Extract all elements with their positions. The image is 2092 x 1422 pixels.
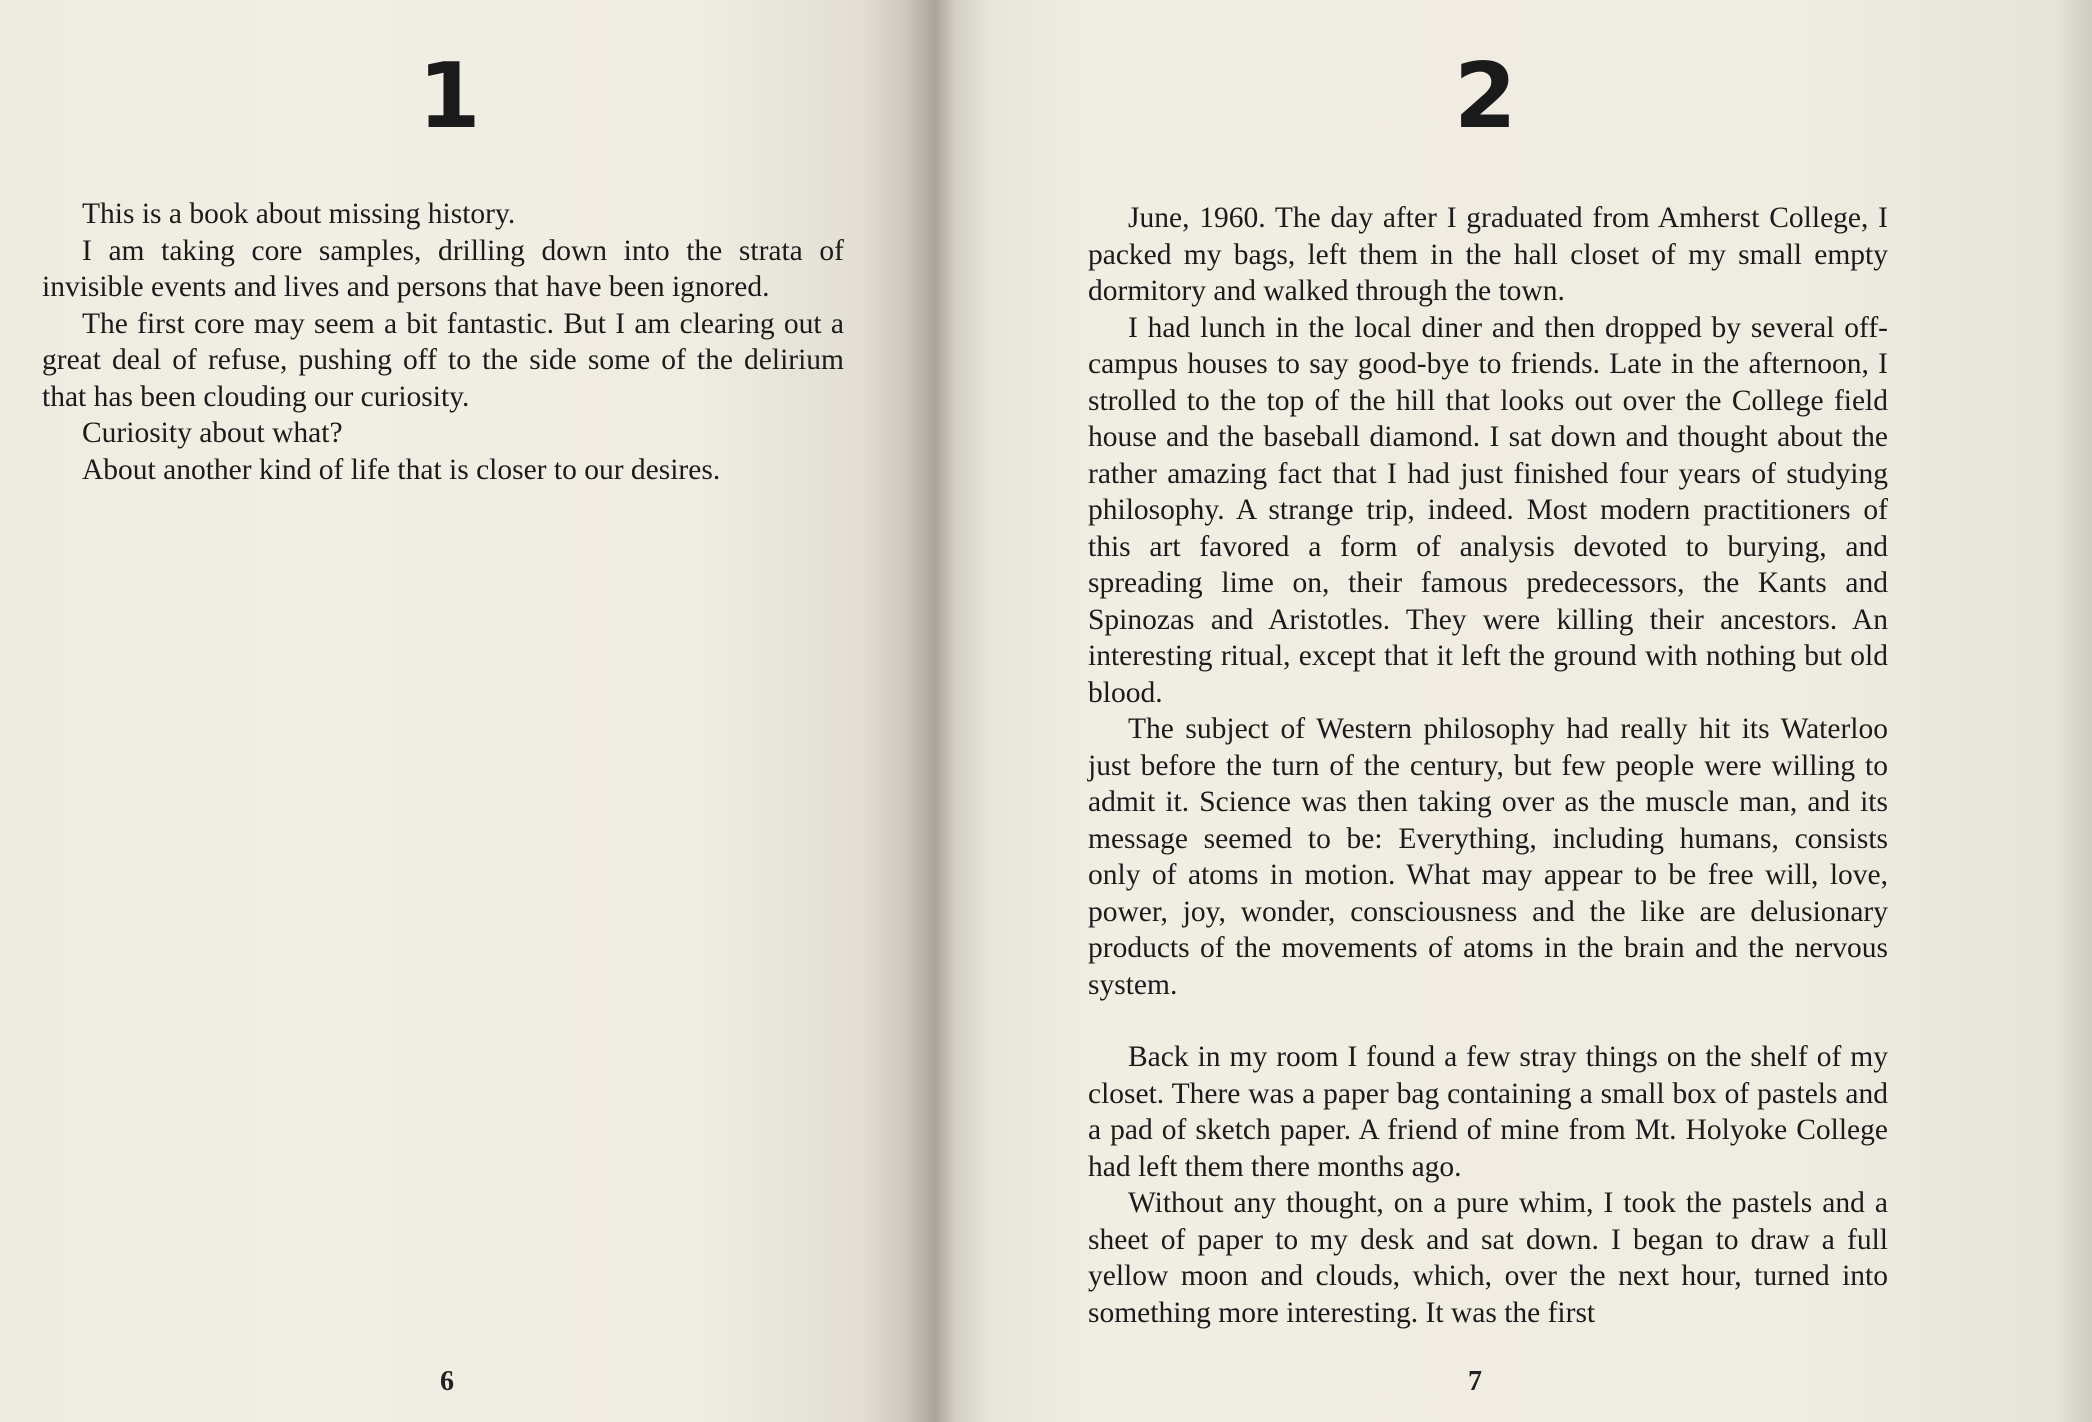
paragraph: Without any thought, on a pure whim, I took the pastels and a sheet of paper to my desk and sat down. I began to draw a full yellow moon and clouds, which, over the next hour, turned into something more interesting. It was the first xyxy=(1088,1187,1888,1329)
page-edge-shadow xyxy=(2052,0,2092,1422)
chapter-number: 2 xyxy=(1454,44,1517,149)
page-number: 7 xyxy=(1468,1366,1482,1397)
paragraph: Back in my room I found a few stray things on the shelf of my closet. There was a paper bag containing a small box of pastels and a pad of sketch paper. A friend of mine from Mt. Holyoke College had left them there months ago. xyxy=(1088,1041,1888,1183)
paragraph: I had lunch in the local diner and then dropped by several off-campus houses to say good-bye to friends. Late in the afternoon, I strolled to the top of the hill that looks out over the College field house and the baseball diamond. I sat down and thought about the rather amazing fact that I had just finished four years of studying philosophy. A strange trip, indeed. Most modern practitioners of this art favored a form of analysis devoted to burying, and spreading lime on, their famous predecessors, the Kants and Spinozas and Aristotles. They were killing their ancestors. An interesting ritual, except that it left the ground with nothing but old blood. xyxy=(1088,311,1888,709)
chapter-number: 1 xyxy=(418,44,481,149)
paragraph: I am taking core samples, drilling down into the strata of invisible events and lives and persons that have been ignored. xyxy=(42,234,844,303)
paragraph: June, 1960. The day after I graduated from Amherst College, I packed my bags, left them in the hall closet of my small empty dormitory and walked through the town. xyxy=(1088,202,1888,307)
chapter-text xyxy=(42,196,844,488)
paragraph: About another kind of life that is closer to our desires. xyxy=(82,453,721,486)
paragraph: Curiosity about what? xyxy=(82,417,343,449)
chapter-text xyxy=(1088,200,1888,1331)
paragraph: The first core may seem a bit fantastic. But I am clearing out a great deal of refuse, pushing off to the side some of the delirium that has been clouding our curiosity. xyxy=(42,307,844,413)
paragraph: This is a book about missing history. xyxy=(82,198,516,230)
paragraph: The subject of Western philosophy had really hit its Waterloo just before the turn of the century, but few people were willing to admit it. Science was then taking over as the muscle man, and its message seemed to be: Everything, including humans, consists only of atoms in motion. What may appear to be free will, love, power, joy, wonder, consciousness and the like are delusionary products of the movements of atoms in the brain and the nervous system. xyxy=(1088,713,1888,1001)
left-page xyxy=(0,0,940,1422)
right-page xyxy=(950,0,2092,1422)
page-number: 6 xyxy=(440,1366,454,1397)
